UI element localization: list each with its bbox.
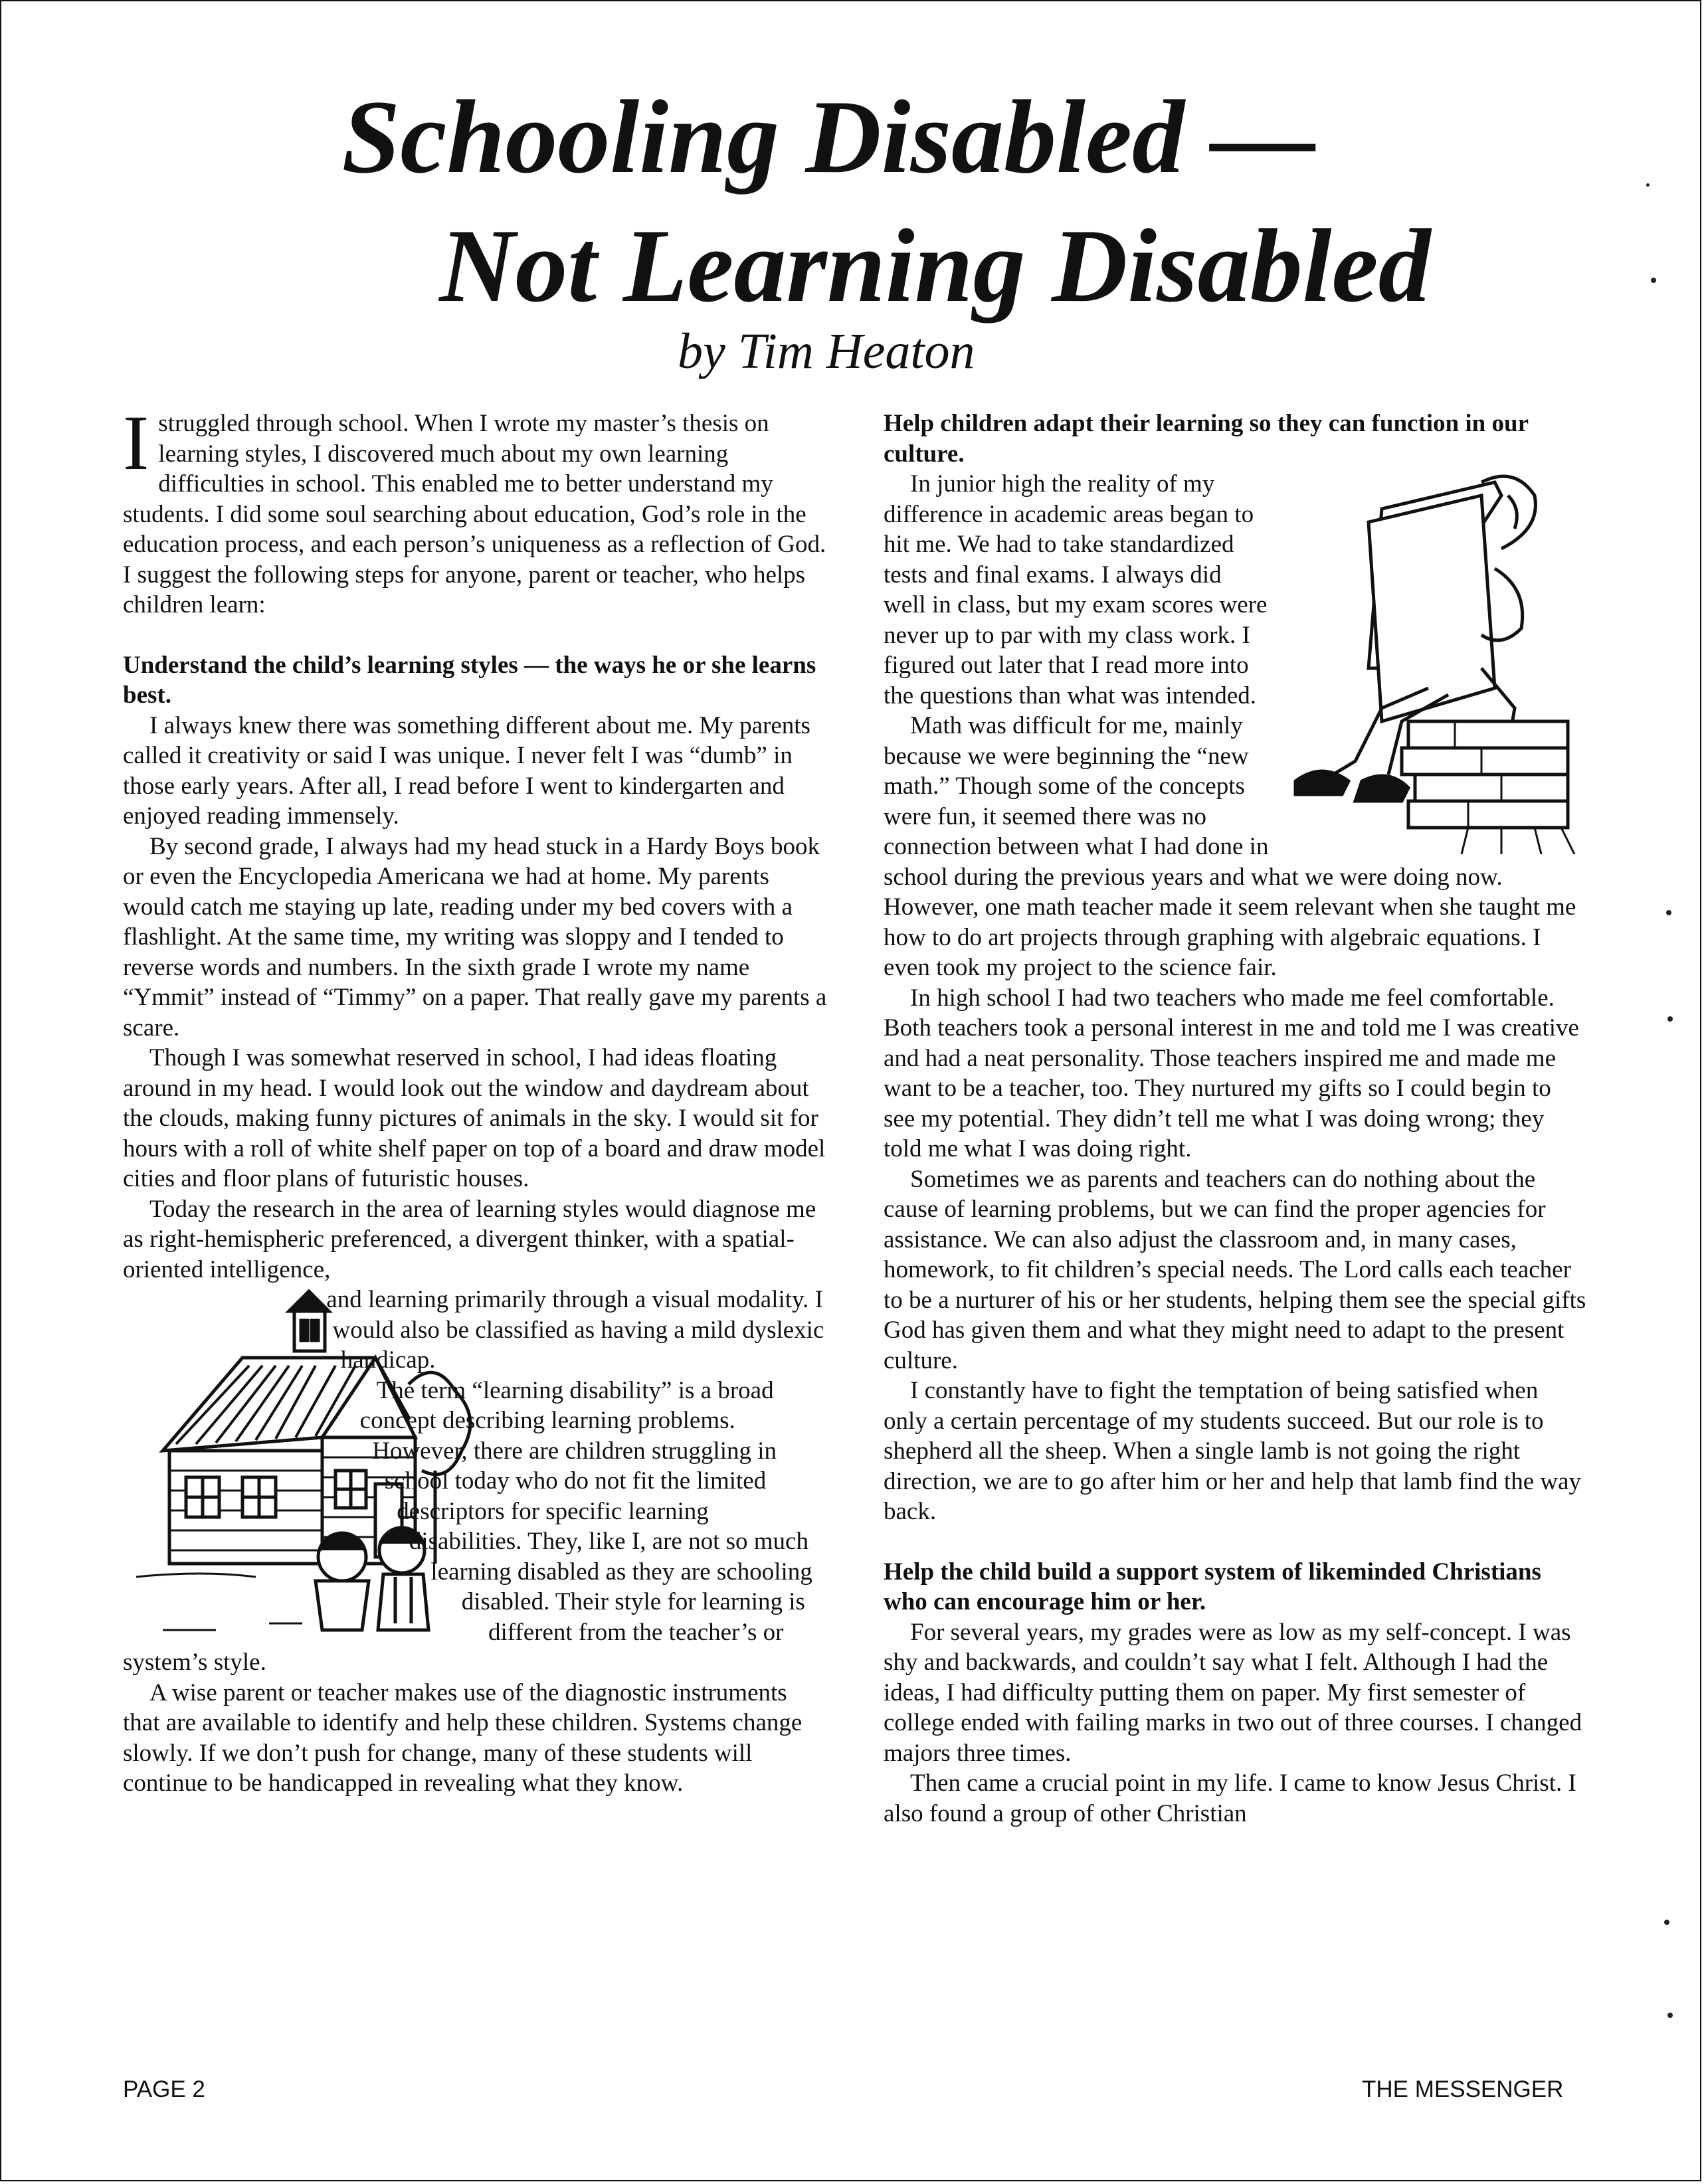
byline: by Tim Heaton <box>678 323 975 379</box>
left-paragraph-2: By second grade, I always had my head stuck in a Hardy Boys book or even the Encyclopedia Americana we had at home. My parents would catch me staying up late, reading under my bed covers with a flashlight. At the same time, my writing was sloppy and I tended to reverse words and numbers. In the sixth grade I wrote my name “Ymmit” instead of “Timmy” on a paper. That really gave my parents a scare. <box>123 832 827 1042</box>
scan-speck <box>1666 910 1671 915</box>
right-paragraph-4: Sometimes we as parents and teachers can do nothing about the cause of learning problems, but we can find the proper agencies for assistance. We can also adjust the classroom and, in many cases, homework, to fit children’s special needs. The Lord calls each teacher to be a nurturer of his or her students, helping them see the special gifts God has given them and what they might need to adapt to the present culture. <box>884 1165 1586 1374</box>
left-paragraph-4a: Today the research in the area of learning styles would diagnose me as right-hemispheric preferenced, a divergent thinker, with a spatial-oriented intelligence, <box>123 1195 816 1283</box>
footer-page-number: PAGE 2 <box>123 2076 205 2102</box>
left-paragraph-6: A wise parent or teacher makes use of the diagnostic instruments that are available to identify and help these children. Systems change slowly. If we don’t push for change, many of these students will continue to be handicapped in revealing what they know. <box>123 1679 803 1797</box>
title-block <box>0 80 1704 324</box>
drop-cap: I <box>123 399 149 486</box>
intro-text: struggled through school. When I wrote my master’s thesis on learning styles, I discovered much about my own learning difficulties in school. This enabled me to better understand my students. I did some soul searching about education, God’s role in the education process, and each person’s uniqueness as a reflection of God. I suggest the following steps for anyone, parent or teacher, who helps children learn: <box>123 410 826 618</box>
right-paragraph-5: I constantly have to fight the temptation of being satisfied when only a certain percentage of my students succeed. But our role is to shepherd all the sheep. When a single lamb is not going the right direction, we are to go after him or her and help that lamb find the way back. <box>884 1377 1582 1525</box>
intro-paragraph <box>123 399 827 620</box>
footer-publication: THE MESSENGER <box>1362 2076 1564 2102</box>
scan-speck <box>1667 2013 1673 2018</box>
reading-child-icon <box>1282 469 1588 854</box>
left-column <box>123 399 827 1799</box>
scan-speck <box>1646 183 1650 187</box>
title-line-2: Not Learning Disabled <box>439 207 1431 324</box>
scan-speck <box>1651 278 1656 283</box>
right-paragraph-3: In high school I had two teachers who made me feel comfortable. Both teachers took a personal interest in me and told me I was creative and had a neat personality. Those teachers inspired me and made me want to be a teacher, too. They nurtured my gifts so I could begin to see my potential. They didn’t tell me what I was doing wrong; they told me what I was doing right. <box>884 984 1579 1162</box>
heading-learning-styles: Understand the child’s learning styles — the ways he or she learns best. <box>123 651 816 709</box>
heading-support-system: Help the child build a support system of likeminded Christians who can encourage him or her. <box>884 1558 1541 1615</box>
right-paragraph-1: In junior high the reality of my difference in academic areas began to hit me. We had to take standardized tests and final exams. I always did well in class, but my exam scores were never up to par with my class work. I figured out later that I read more into the questions than what was intended. <box>884 470 1268 709</box>
right-paragraph-6: For several years, my grades were as low as my self-concept. I was shy and backwards, and couldn’t say what I felt. Although I had the ideas, I had difficulty putting them on paper. My first semester of college ended with failing marks in two out of three courses. I changed majors three times. <box>884 1618 1582 1767</box>
scan-speck <box>1667 1016 1673 1022</box>
heading-adapt-learning: Help children adapt their learning so they can function in our culture. <box>884 410 1529 468</box>
left-paragraph-4b: and learning primarily through a visual modality. I would also be classified as having a mild dyslexic handicap. <box>326 1286 824 1374</box>
right-column <box>884 409 1588 1829</box>
title-line-1: Schooling Disabled — <box>341 79 1316 195</box>
left-paragraph-5: The term “learning disability” is a broad concept describing learning problems. However, there are children struggling in school today who do not fit the limited descriptors for specific learning disabilities. They, like I, are not so much learning disabled as they are schooling disabled. Their style for learning is different from the teacher’s or system’s style. <box>123 1376 812 1676</box>
left-paragraph-3: Though I was somewhat reserved in school, I had ideas floating around in my head. I would look out the window and daydream about the clouds, making funny pictures of animals in the sky. I would sit for hours with a roll of white shelf paper on top of a board and draw model cities and floor plans of futuristic houses. <box>123 1044 826 1192</box>
scan-speck <box>1664 1920 1669 1925</box>
reading-child-illustration <box>1282 469 1588 854</box>
left-paragraph-1: I always knew there was something different about me. My parents called it creativity or said I was unique. I never felt I was “dumb” in those early years. After all, I read before I went to kindergarten and enjoyed reading immensely. <box>123 711 810 830</box>
right-paragraph-2: Math was difficult for me, mainly because we were beginning the “new math.” Though some of the concepts were fun, it seemed there was no connection between what I had done in school during the previous years and what we were doing now. However, one math teacher made it seem relevant when she taught me how to do art projects through graphing with algebraic equations. I even took my project to the science fair. <box>884 712 1576 981</box>
right-paragraph-7: Then came a crucial point in my life. I came to know Jesus Christ. I also found a group of other Christian <box>884 1770 1576 1827</box>
